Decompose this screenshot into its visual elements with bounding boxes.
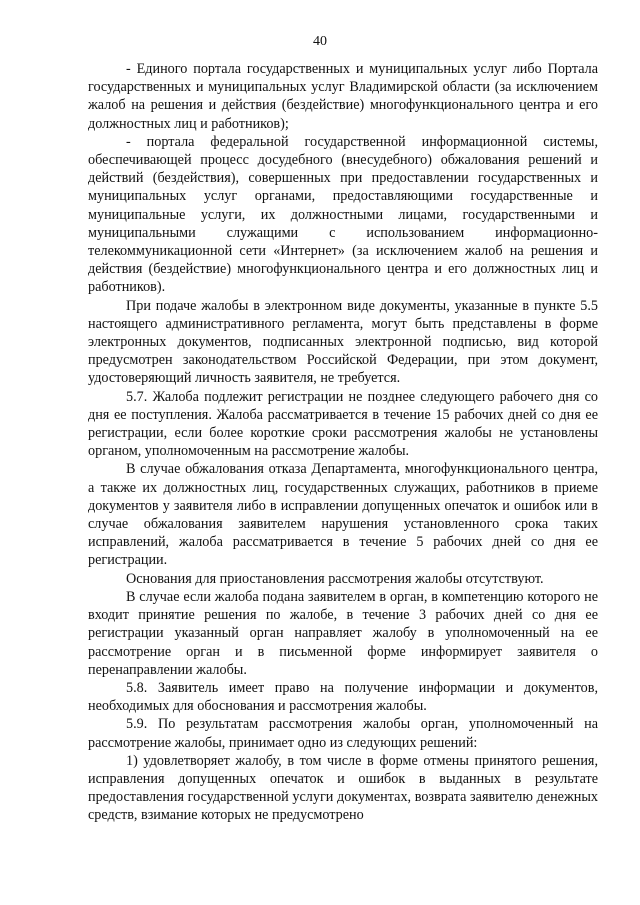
paragraph-5-8: 5.8. Заявитель имеет право на получение информации и документов, необходимых для обоснования и рассмотрения жалобы.	[88, 679, 598, 715]
paragraph-portal-gosuslugi: - Единого портала государственных и муниципальных услуг либо Портала государственных и муниципальных услуг Владимирской области (за исключением жалоб на решения и действия (бездействие) многофункционального центра и его должностных лиц и работников);	[88, 61, 598, 132]
paragraph-electronic-submission: При подаче жалобы в электронном виде документы, указанные в пункте 5.5 настоящего административного регламента, могут быть представлены в форме электронных документов, подписанных электронной подписью, вид которой предусмотрен законодательством Российской Федерации, при этом документ, удостоверяющий личность заявителя, не требуется.	[88, 297, 598, 387]
paragraph-5-9: 5.9. По результатам рассмотрения жалобы орган, уполномоченный на рассмотрение жалобы, принимает одно из следующих решений:	[88, 716, 598, 751]
paragraph-decision-1: 1) удовлетворяет жалобу, в том числе в форме отмены принятого решения, исправления допущенных опечаток и ошибок в выданных в результате предоставления государственной услуги документах, возврата заявителю денежных средств, взимание которых не предусмотрено	[88, 752, 598, 824]
page-number: 40	[313, 34, 327, 49]
paragraph-no-suspension: Основания для приостановления рассмотрения жалобы отсутствуют.	[126, 570, 544, 587]
paragraph-portal-federal-system: - портала федеральной государственной информационной системы, обеспечивающей процесс досудебного (внесудебного) обжалования решений и действий (бездействия), совершенных при предоставлении государственных и муниципальных услуг органами, предоставляющими государственные и муниципальные услуги, их должностными лицами, государственными и муниципальными служащими с использованием информационно-телекоммуникационной сети «Интернет» (за исключением жалоб на решения и действия (бездействие) многофункционального центра и его должностных лиц и работников).	[88, 133, 598, 296]
paragraph-5-7: 5.7. Жалоба подлежит регистрации не позднее следующего рабочего дня со дня ее поступления. Жалоба рассматривается в течение 15 рабочих дней со дня ее регистрации, если более короткие сроки рассмотрения жалобы не установлены органом, уполномоченным на рассмотрение жалобы.	[88, 388, 598, 460]
paragraph-redirect: В случае если жалоба подана заявителем в орган, в компетенцию которого не входит принятие решения по жалобе, в течение 3 рабочих дней со дня ее регистрации указанный орган направляет жалобу в уполномоченный на ее рассмотрение орган и в письменной форме информирует заявителя о перенаправлении жалобы.	[88, 588, 598, 678]
paragraph-refusal-appeal: В случае обжалования отказа Департамента, многофункционального центра, а также их должностных лиц, государственных служащих, работников в приеме документов у заявителя либо в исправлении допущенных опечаток и ошибок или в случае обжалования заявителем нарушения установленного срока таких исправлений, жалоба рассматривается в течение 5 рабочих дней со дня ее регистрации.	[88, 461, 598, 569]
document-body	[88, 60, 598, 825]
